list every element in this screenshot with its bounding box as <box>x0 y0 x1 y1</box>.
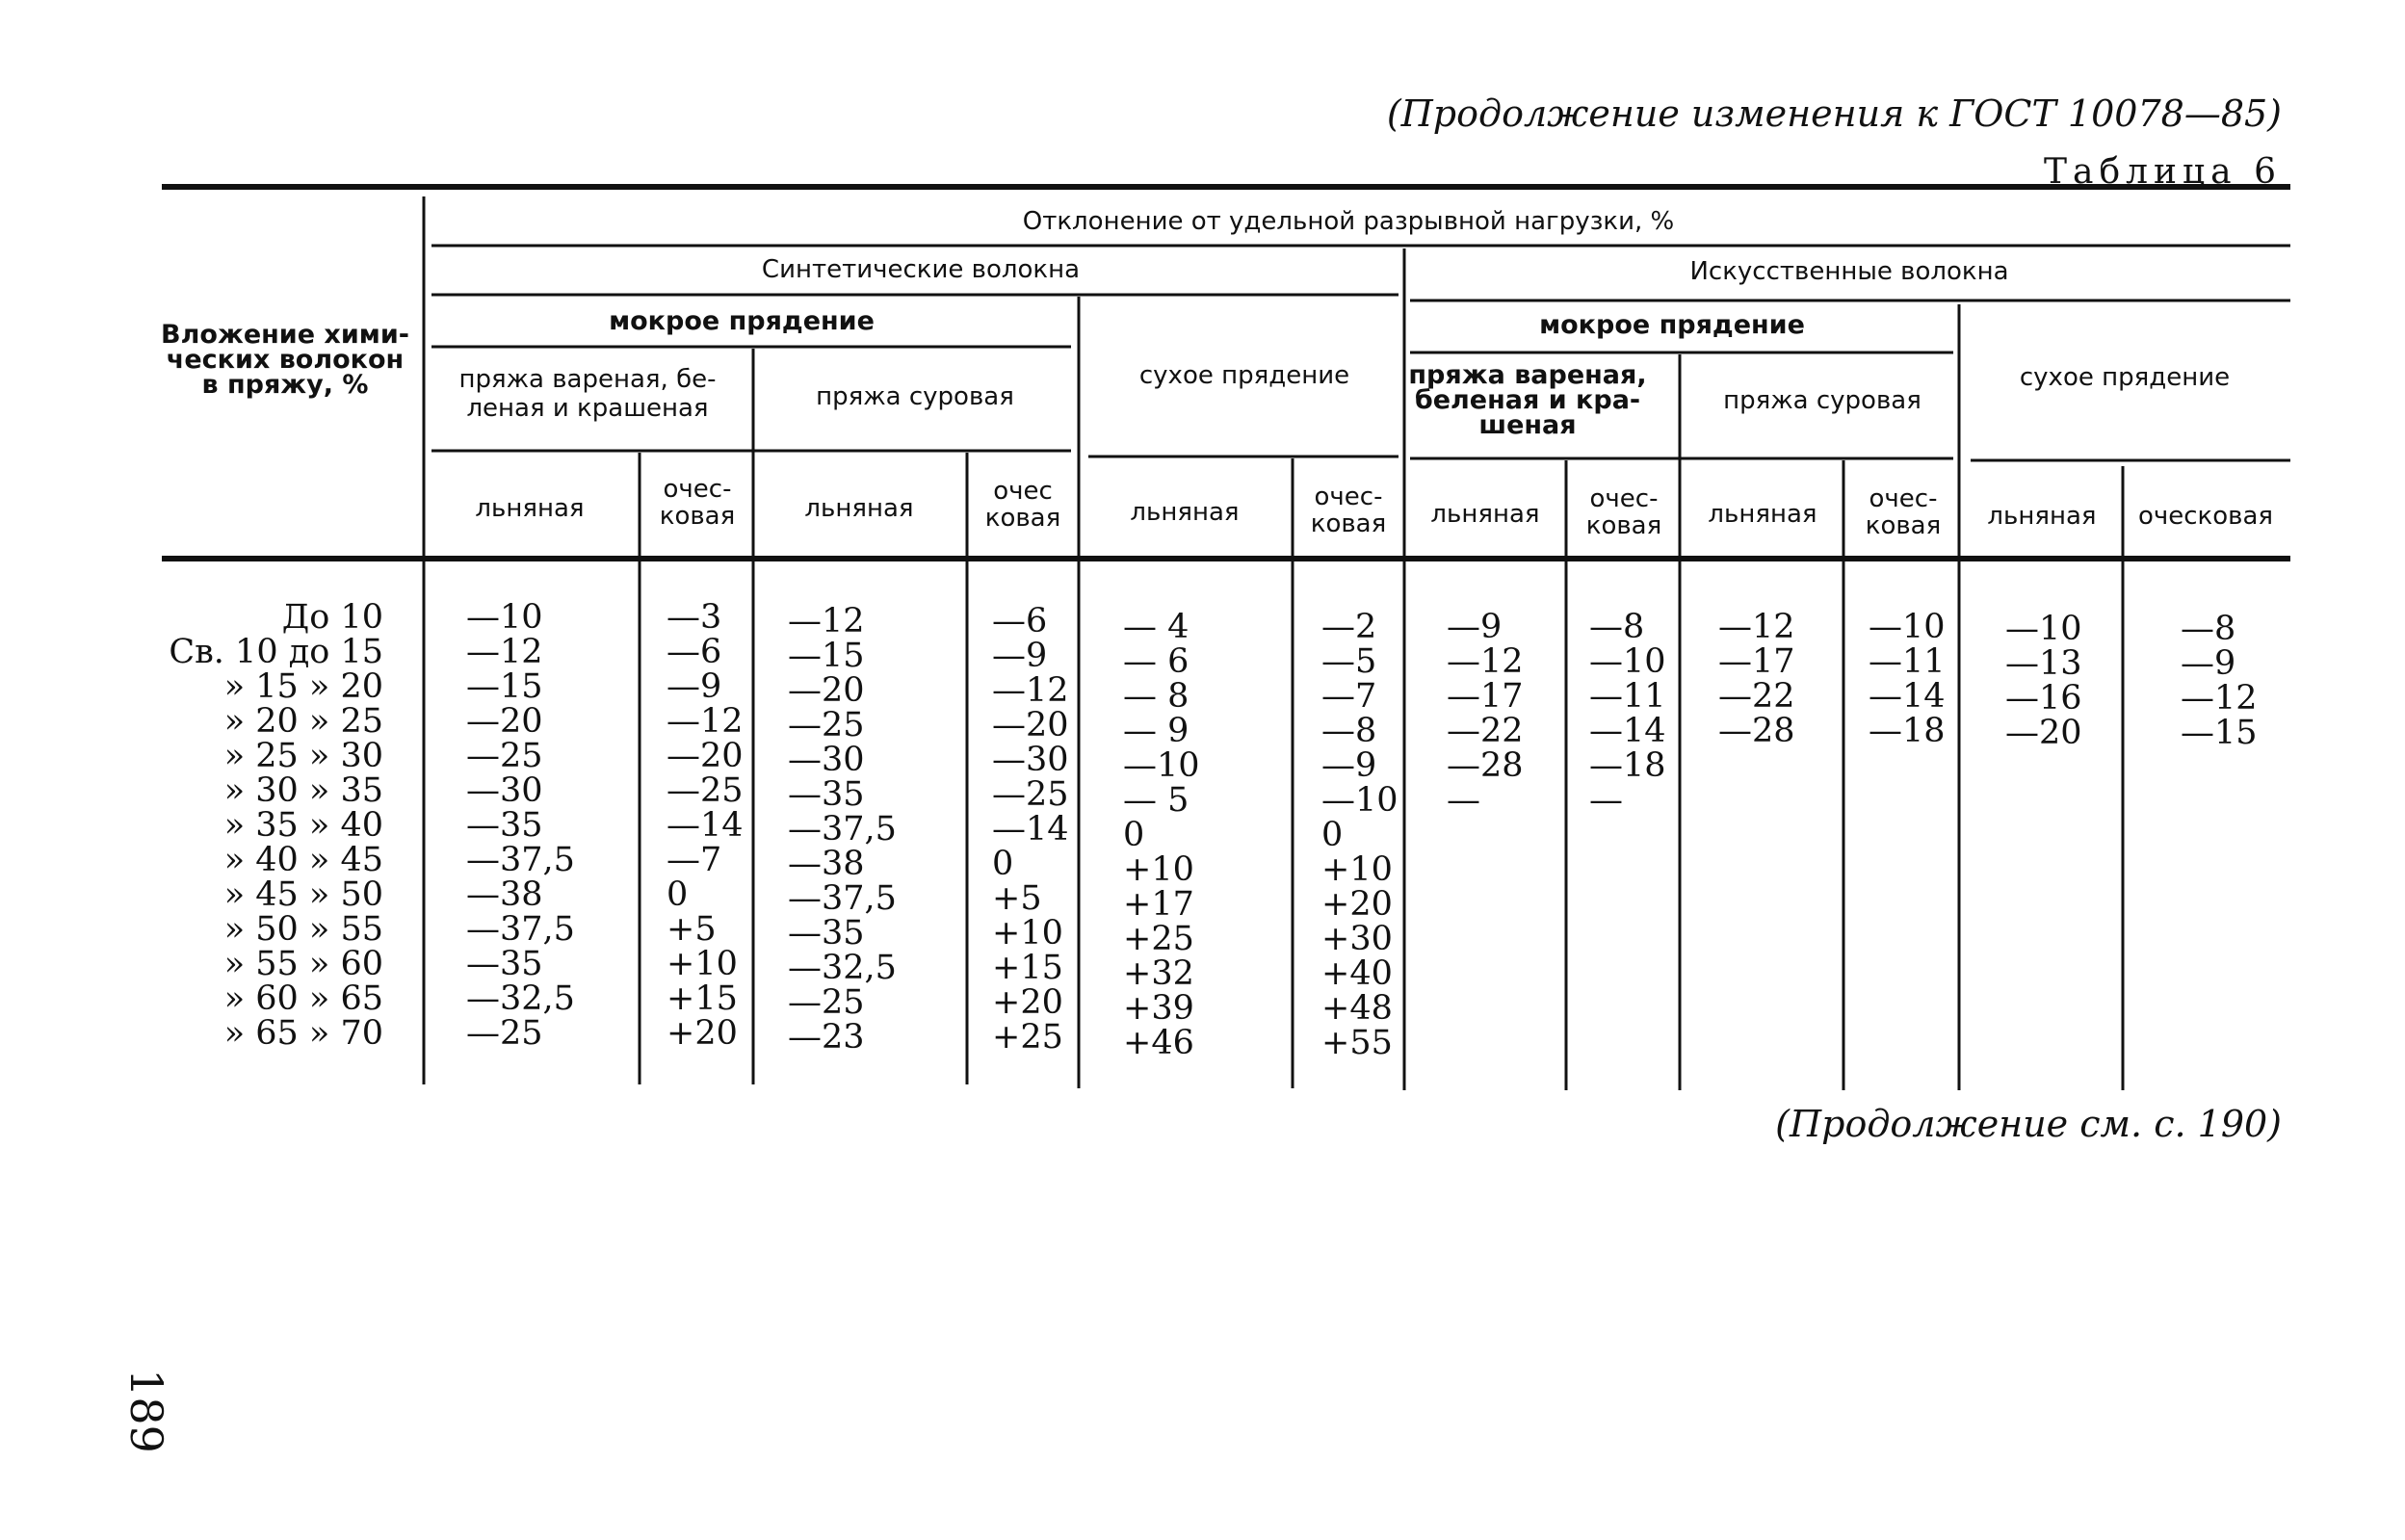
table-cell: —25 <box>466 737 543 775</box>
col-6-tow-line-1: очес- <box>1314 483 1383 511</box>
table-cell: —14 <box>1869 677 1946 716</box>
table-cell: —37,5 <box>788 810 897 848</box>
table-cell: +25 <box>1123 920 1194 958</box>
table-cell: +10 <box>992 914 1063 953</box>
table-cell: —12 <box>1447 642 1524 681</box>
table-cell: —10 <box>1321 781 1399 820</box>
table-cell: —20 <box>466 702 543 741</box>
dry-spinning-syn-header: сухое прядение <box>1138 361 1350 390</box>
table-cell: — 9 <box>1123 712 1189 750</box>
boiled-yarn-art-line-2: беленая и кра- <box>1414 385 1641 415</box>
table-cell: —13 <box>2005 644 2082 683</box>
col-3-linen: льняная <box>804 494 914 523</box>
table-cell: —22 <box>1447 712 1524 750</box>
table-cell: +40 <box>1321 954 1393 993</box>
table-cell: —10 <box>1123 746 1200 785</box>
table-cell: —12 <box>466 633 543 671</box>
row-label: » 35 » 40 <box>223 806 383 845</box>
table-cell: —35 <box>466 806 543 845</box>
artificial-header: Искусственные волокна <box>1689 257 2009 286</box>
table-cell: —15 <box>2181 714 2258 752</box>
table-cell: 0 <box>1123 816 1145 854</box>
table-cell: —35 <box>788 775 865 814</box>
table-cell: +32 <box>1123 954 1194 993</box>
table-cell: —14 <box>992 810 1069 848</box>
table-cell: —7 <box>667 841 722 879</box>
table-cell: —6 <box>992 602 1048 640</box>
table-cell: +20 <box>667 1014 738 1053</box>
col-7-linen: льняная <box>1430 500 1540 529</box>
table-cell: —20 <box>2005 714 2082 752</box>
table-cell: —15 <box>466 667 543 706</box>
table-cell: +30 <box>1321 920 1393 958</box>
table-cell: — <box>1589 781 1623 820</box>
table-cell: 0 <box>1321 816 1344 854</box>
table-cell: —9 <box>992 637 1048 675</box>
table-cell: +10 <box>1123 850 1194 889</box>
table-cell: — <box>1447 781 1480 820</box>
table-cell: +15 <box>992 949 1063 987</box>
table-cell: —17 <box>1447 677 1524 716</box>
table-cell: —20 <box>788 671 865 710</box>
boiled-yarn-art-line-3: шеная <box>1478 410 1577 440</box>
deviation-header: Отклонение от удельной разрывной нагрузки, % <box>1022 207 1675 236</box>
boiled-yarn-art-line-1: пряжа вареная, <box>1408 360 1647 390</box>
table-cell: —12 <box>1718 608 1795 646</box>
table-cell: —5 <box>1321 642 1377 681</box>
table-cell: —38 <box>788 845 865 883</box>
row-label: » 40 » 45 <box>223 841 383 879</box>
boiled-yarn-syn-line-2: леная и крашеная <box>466 394 709 423</box>
table-cell: —12 <box>788 602 865 640</box>
table-cell: —10 <box>2005 610 2082 648</box>
col-2-tow-line-1: очес- <box>663 475 732 504</box>
table-cell: +15 <box>667 979 738 1018</box>
table-cell: —11 <box>1589 677 1666 716</box>
table-cell: —22 <box>1718 677 1795 716</box>
table-cell: —15 <box>788 637 865 675</box>
table-cell: —38 <box>466 875 543 914</box>
table-cell: +25 <box>992 1018 1063 1057</box>
col-8-tow-line-2: ковая <box>1585 511 1662 540</box>
raw-yarn-syn-header: пряжа суровая <box>816 382 1014 411</box>
table-cell: +39 <box>1123 989 1194 1028</box>
table-cell: —23 <box>788 1018 865 1057</box>
table-label: Таблица 6 <box>2044 152 2282 192</box>
table-cell: —35 <box>788 914 865 953</box>
table-cells <box>466 598 2258 1062</box>
table-cell: +10 <box>1321 850 1393 889</box>
table-cell: —8 <box>1321 712 1377 750</box>
table-cell: —32,5 <box>466 979 575 1018</box>
table-cell: —25 <box>992 775 1069 814</box>
table-cell: —14 <box>667 806 744 845</box>
table-cell: — 8 <box>1123 677 1189 716</box>
row-label: » 65 » 70 <box>223 1014 383 1053</box>
table-cell: —12 <box>992 671 1069 710</box>
table-cell: —11 <box>1869 642 1946 681</box>
col-5-linen: льняная <box>1130 498 1240 527</box>
table-cell: —28 <box>1447 746 1524 785</box>
table-cell: —10 <box>1589 642 1666 681</box>
row-label: » 30 » 35 <box>223 771 383 810</box>
table-cell: —10 <box>466 598 543 637</box>
row-label: Св. 10 до 15 <box>169 633 383 671</box>
table-cell: +46 <box>1123 1024 1194 1062</box>
col-4-tow-line-2: ковая <box>984 504 1061 533</box>
row-label-header-line-3: в пряжу, % <box>201 370 369 400</box>
table-cell: —20 <box>992 706 1069 744</box>
table-cell: —9 <box>667 667 722 706</box>
table-cell: +10 <box>667 945 738 983</box>
col-4-tow-line-1: очес <box>993 477 1053 506</box>
col-9-linen: льняная <box>1708 500 1817 529</box>
table-cell: —9 <box>1447 608 1503 646</box>
table-cell: —18 <box>1869 712 1946 750</box>
table-cell: —6 <box>667 633 722 671</box>
table-cell: +17 <box>1123 885 1194 924</box>
table-cell: +5 <box>667 910 717 949</box>
table-cell: —35 <box>466 945 543 983</box>
table-cell: —25 <box>788 983 865 1022</box>
table-cell: —17 <box>1718 642 1795 681</box>
row-label: » 15 » 20 <box>223 667 383 706</box>
table-cell: —7 <box>1321 677 1377 716</box>
table-cell: —8 <box>1589 608 1645 646</box>
col-6-tow-line-2: ковая <box>1310 509 1387 538</box>
table-cell: — 5 <box>1123 781 1189 820</box>
row-label-header-line-1: Вложение хими- <box>161 320 409 350</box>
row-label: » 50 » 55 <box>223 910 383 949</box>
page-number: 189 <box>119 1369 172 1453</box>
table-cell: —9 <box>1321 746 1377 785</box>
row-label: » 25 » 30 <box>223 737 383 775</box>
col-12-tow: оческовая <box>2137 502 2274 531</box>
table-cell: +20 <box>1321 885 1393 924</box>
table-cell: —12 <box>2181 679 2258 718</box>
row-label: До 10 <box>281 598 383 637</box>
table-cell: +20 <box>992 983 1063 1022</box>
table-cell: —14 <box>1589 712 1666 750</box>
wet-spinning-syn-header: мокрое прядение <box>609 306 875 336</box>
table-cell: +5 <box>992 879 1042 918</box>
table-cell: —9 <box>2181 644 2236 683</box>
col-2-tow-line-2: ковая <box>659 502 736 531</box>
table-cell: 0 <box>667 875 689 914</box>
table-cell: —37,5 <box>788 879 897 918</box>
table-cell: — 4 <box>1123 608 1189 646</box>
row-label: » 60 » 65 <box>223 979 383 1018</box>
col-11-linen: льняная <box>1987 502 2097 531</box>
table-cell: +48 <box>1321 989 1393 1028</box>
footer-note: (Продолжение см. с. 190) <box>1775 1103 2282 1145</box>
table-cell: —18 <box>1589 746 1666 785</box>
table-cell: —25 <box>667 771 744 810</box>
row-label: » 55 » 60 <box>223 945 383 983</box>
table-cell: —16 <box>2005 679 2082 718</box>
header-note: (Продолжение изменения к ГОСТ 10078—85) <box>1386 92 2282 135</box>
synthetic-header: Синтетические волокна <box>761 255 1081 284</box>
table-cell: +55 <box>1321 1024 1393 1062</box>
col-10-tow-line-2: ковая <box>1865 511 1942 540</box>
table-cell: —37,5 <box>466 841 575 879</box>
raw-yarn-art-header: пряжа суровая <box>1723 386 1921 415</box>
col-8-tow-line-1: очес- <box>1589 484 1659 513</box>
table-cell: 0 <box>992 845 1014 883</box>
boiled-yarn-syn-line-1: пряжа вареная, бе- <box>458 365 717 394</box>
wet-spinning-art-header: мокрое прядение <box>1539 310 1805 340</box>
table-cell: —25 <box>466 1014 543 1053</box>
table-cell: — 6 <box>1123 642 1189 681</box>
table-cell: —20 <box>667 737 744 775</box>
col-1-linen: льняная <box>475 494 585 523</box>
table-cell: —12 <box>667 702 744 741</box>
table-cell: —30 <box>788 741 865 779</box>
row-labels <box>169 598 383 1053</box>
table-cell: —8 <box>2181 610 2236 648</box>
table-cell: —25 <box>788 706 865 744</box>
table-cell: —28 <box>1718 712 1795 750</box>
table-cell: —30 <box>466 771 543 810</box>
row-label: » 20 » 25 <box>223 702 383 741</box>
table-cell: —32,5 <box>788 949 897 987</box>
table-cell: —3 <box>667 598 722 637</box>
table-cell: —2 <box>1321 608 1377 646</box>
row-label-header-line-2: ческих волокон <box>166 345 405 375</box>
table-cell: —37,5 <box>466 910 575 949</box>
col-10-tow-line-1: очес- <box>1869 484 1938 513</box>
table-cell: —30 <box>992 741 1069 779</box>
table-cell: —10 <box>1869 608 1946 646</box>
dry-spinning-art-header: сухое прядение <box>2019 363 2231 392</box>
row-label: » 45 » 50 <box>223 875 383 914</box>
